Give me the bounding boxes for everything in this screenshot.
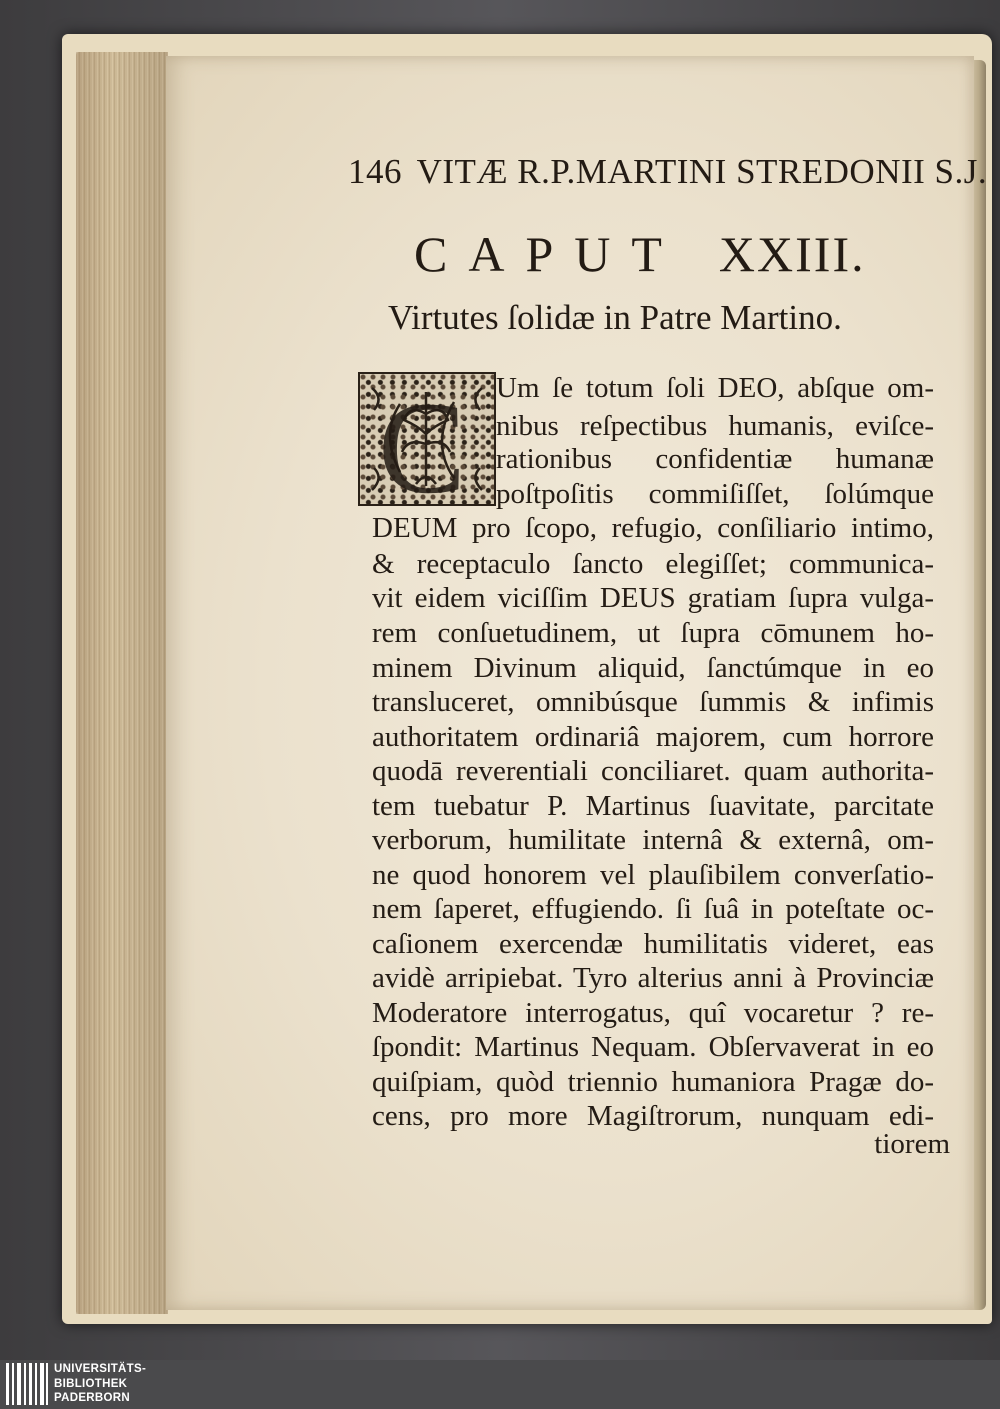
library-name [54, 1362, 254, 1408]
text-line: authoritatem ordinariâ majorem, cum horrore [372, 721, 934, 753]
text-line: verborum, humilitate internâ & externâ, om- [372, 824, 934, 856]
text-line: nem ſaperet, effugiendo. ſi ſuâ in poteſtate oc- [372, 893, 934, 925]
chapter-label: CAPUT [414, 226, 683, 282]
text-line: caſionem exercendæ humilitatis videret, eas [372, 928, 934, 960]
text-line: transluceret, omnibúsque ſummis & infimis [372, 686, 934, 718]
page-number: 146 [348, 152, 402, 191]
text-line: rationibus confidentiæ humanæ [496, 443, 934, 475]
library-name-line: BIBLIOTHEK [54, 1377, 128, 1390]
decorated-initial-icon [358, 372, 496, 506]
library-name-line: UNIVERSITÄTS- [54, 1363, 147, 1375]
text-line: & receptaculo ſancto elegiſſet; communica- [372, 548, 934, 580]
text-line: poſtpoſitis commiſiſſet, ſolúmque [496, 478, 934, 510]
text-line: DEUM pro ſcopo, refugio, conſiliario intimo, [372, 512, 934, 544]
text-line: tem tuebatur P. Martinus ſuavitate, parcitate [372, 790, 934, 822]
page-fore-edge-shading [76, 52, 168, 1314]
text-line: nibus reſpectibus humanis, eviſce- [496, 410, 934, 442]
chapter-heading [414, 225, 874, 295]
running-head [348, 152, 988, 212]
text-line: ſpondit: Martinus Nequam. Obſervaverat in eo [372, 1031, 934, 1063]
drop-cap-letter: C [378, 374, 467, 504]
text-line: vit eidem viciſſim DEUS gratiam ſupra vulga- [372, 582, 934, 614]
text-line: avidè arripiebat. Tyro alterius anni à Provinciæ [372, 962, 934, 994]
text-line: quiſpiam, quòd triennio humaniora Pragæ do- [372, 1066, 934, 1098]
library-name-line: PADERBORN [54, 1392, 130, 1404]
text-line: ne quod honorem vel plauſibilem converſatio- [372, 859, 934, 891]
chapter-subtitle: Virtutes ſolidæ in Patre Martino. [388, 298, 842, 337]
running-head-title: VITÆ R.P.MARTINI STREDONII S.J. [416, 152, 988, 191]
chapter-number: XXIII. [718, 226, 866, 282]
text-line: quodā reverentiali conciliaret. quam authorita- [372, 755, 934, 787]
text-line: cens, pro more Magiſtrorum, nunquam edi- [372, 1100, 934, 1132]
library-barcode-logo-icon [4, 1361, 50, 1407]
text-line: rem conſuetudinem, ut ſupra cōmunem ho- [372, 617, 934, 649]
text-line: Moderatore interrogatus, quî vocaretur ? re- [372, 997, 934, 1029]
text-line: minem Divinum aliquid, ſanctúmque in eo [372, 652, 934, 684]
catchword: tiorem [874, 1128, 950, 1160]
text-line: Um ſe totum ſoli DEO, abſque om- [496, 372, 934, 404]
